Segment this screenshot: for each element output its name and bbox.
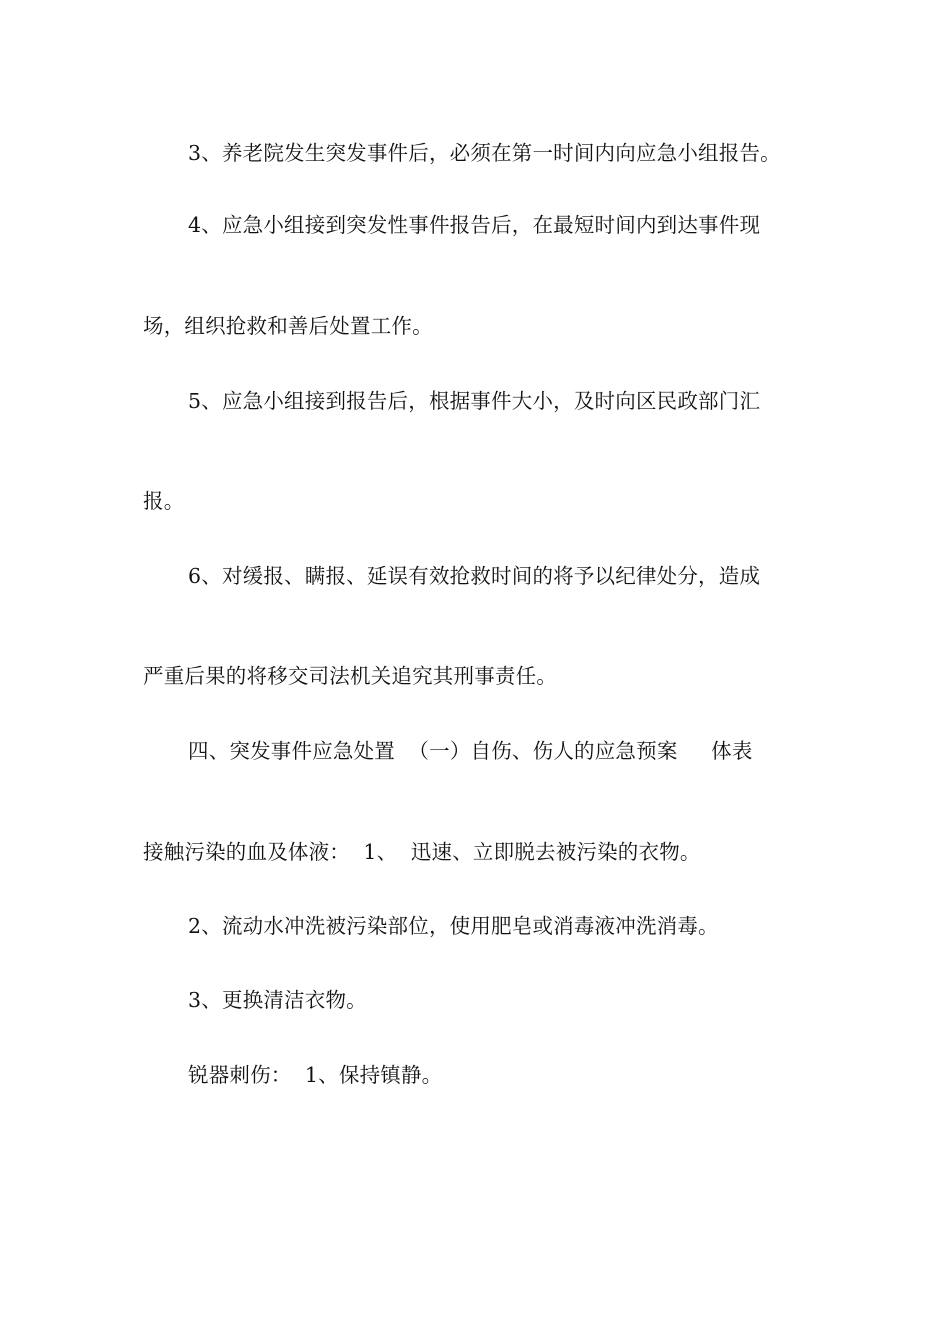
paragraph-line: 2、流动水冲洗被污染部位，使用肥皂或消毒液冲洗消毒。	[188, 914, 719, 938]
paragraph-line: 6、对缓报、瞒报、延误有效抢救时间的将予以纪律处分，造成	[188, 564, 761, 588]
paragraph-line: 报。	[143, 489, 185, 513]
paragraph-line: 场，组织抢救和善后处置工作。	[143, 314, 433, 338]
paragraph-line: 5、应急小组接到报告后，根据事件大小，及时向区民政部门汇	[188, 389, 761, 413]
paragraph-line: 4、应急小组接到突发性事件报告后，在最短时间内到达事件现	[188, 213, 761, 237]
paragraph-line: 3、更换清洁衣物。	[188, 988, 367, 1012]
paragraph-line: 3、养老院发生突发事件后，必须在第一时间内向应急小组报告。	[188, 141, 781, 165]
paragraph-line: 接触污染的血及体液： 1、 迅速、立即脱去被污染的衣物。	[143, 840, 701, 864]
paragraph-line: 锐器刺伤： 1、保持镇静。	[188, 1063, 443, 1087]
paragraph-line: 严重后果的将移交司法机关追究其刑事责任。	[143, 664, 557, 688]
section-heading-line: 四、突发事件应急处置 （一）自伤、伤人的应急预案 体表	[188, 739, 753, 763]
